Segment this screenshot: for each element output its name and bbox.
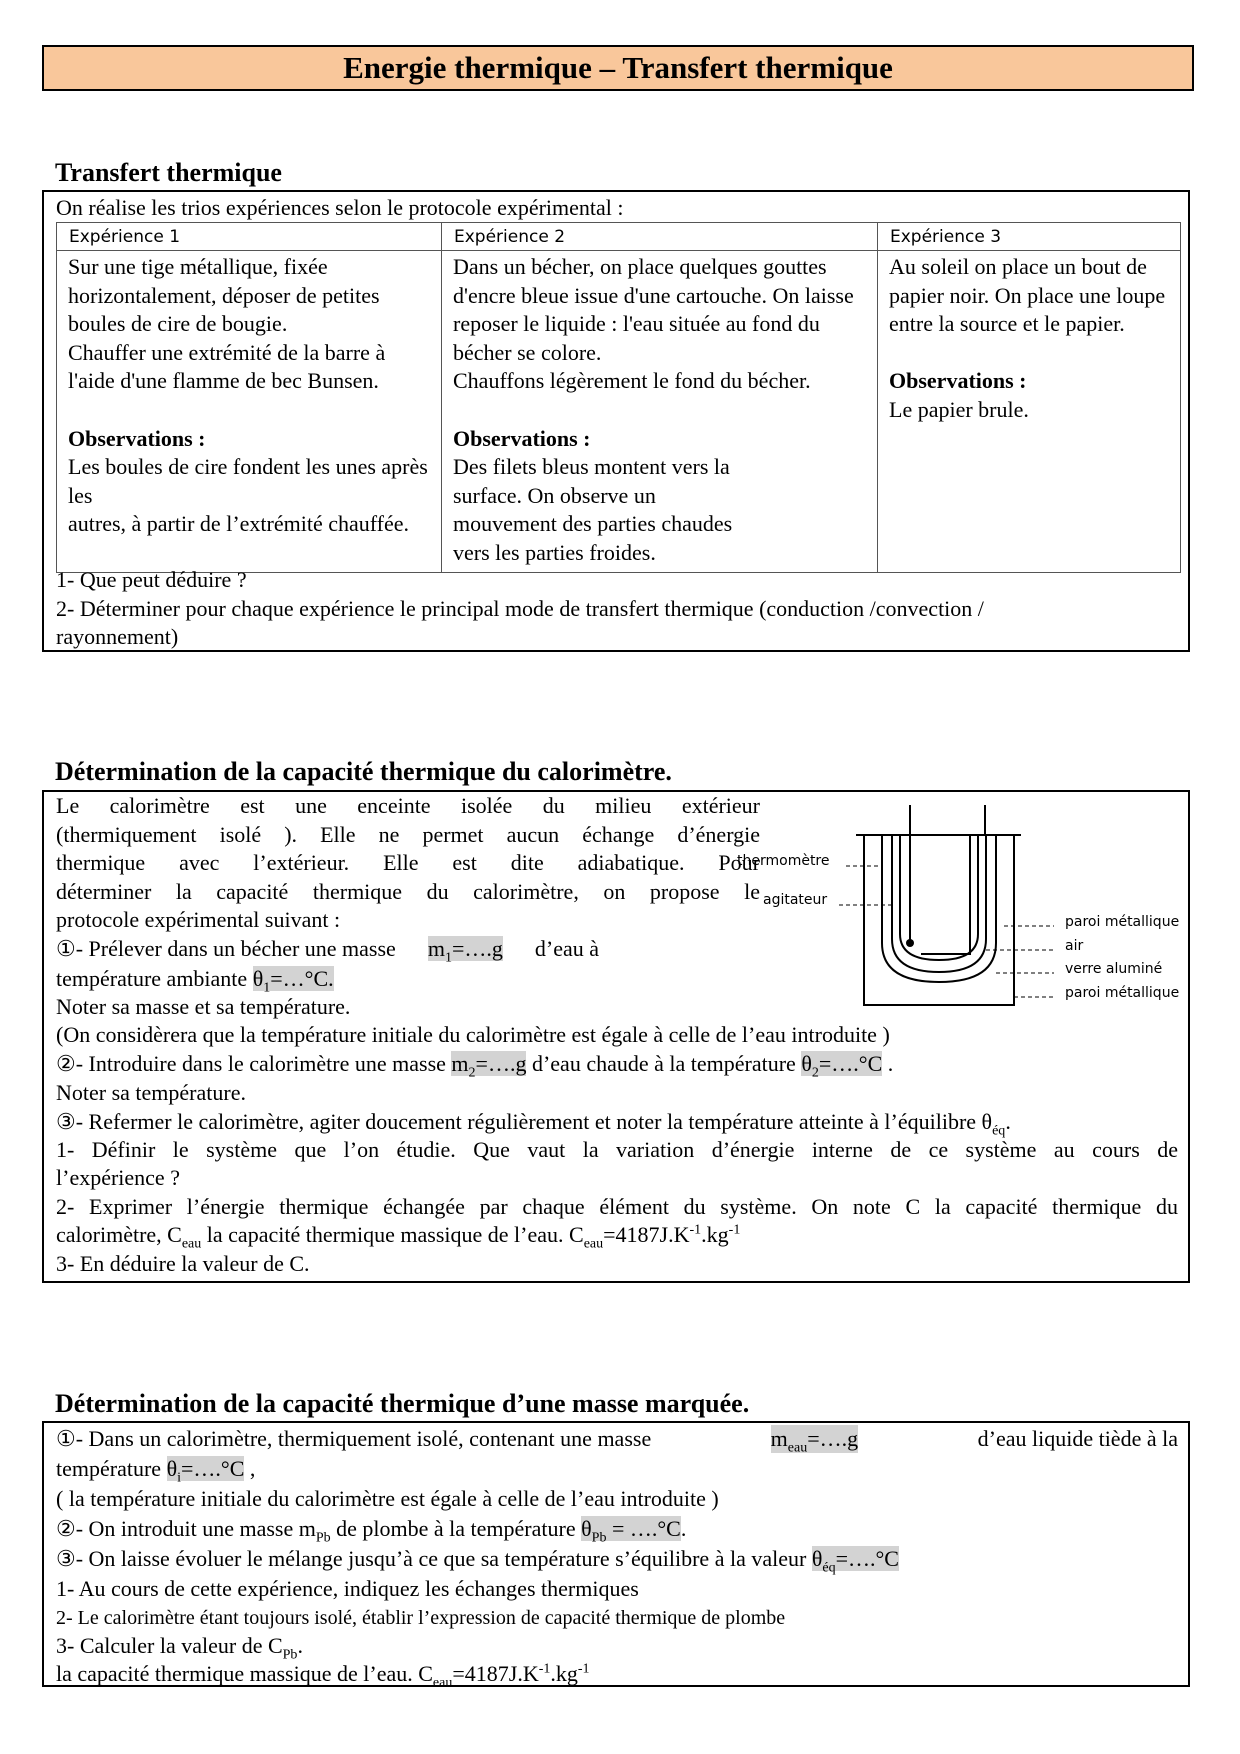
experiments-table [56, 222, 1181, 573]
experience-1-protocol: Sur une tige métallique, fixée horizontalement, déposer de petites boules de cire de bougie. Chauffer une extrémité de la barre à l'aide d'une flamme de bec Bunsen. [68, 254, 386, 394]
s3-question-3: 3- Calculer la valeur de $C_{Pb}$. [56, 1633, 303, 1663]
step-2: ②- Introduire dans le calorimètre une masse $m_2=\dots.g$ d’eau chaude à la température $\theta_2=\dots.^\circ C$ . [56, 1051, 894, 1081]
section-transfert-box [42, 190, 1190, 652]
section-heading-transfert: Transfert thermique [55, 158, 282, 187]
experience-3-header: Expérience 3 [878, 223, 1181, 251]
s3-step-3: ③- On laisse évoluer le mélange jusqu’à ce que sa température s’équilibre à la valeur $\theta_{éq}=\dots.^\circ C$ [56, 1546, 899, 1576]
s3-step-1: ①- Dans un calorimètre, thermiquement isolé, contenant une masse $m_{eau}=\dots.g$ d’eau liquide tiède à la [56, 1426, 1178, 1456]
question-1: 1- Que peut déduire ? [56, 567, 247, 592]
paragraph-line-2: (thermiquement isolé ). Elle ne permet aucun échange d’énergie [56, 822, 760, 847]
table-header-row [57, 223, 1181, 251]
question-1-line-1: 1- Définir le système que l’on étudie. Que vaut la variation d’énergie interne de ce système au cours de [56, 1137, 1178, 1162]
experience-2-protocol: Dans un bécher, on place quelques gouttes d'encre bleue issue d'une cartouche. On laisse reposer le liquide : l'eau située au fond du bécher se colore. Chauffons légèrement le fond du bécher. [453, 254, 854, 394]
thetaeq-value: $\theta_{éq}=\dots.^\circ C$ [811, 1546, 899, 1576]
experience-2-observation: Des filets bleus montent vers la surface. On observe un mouvement des parties chaudes vers les parties froides. [453, 454, 733, 565]
step-1-temperature: température ambiante $\theta_1=\dots^\circ C$. [56, 966, 334, 996]
label-thermometre: thermomètre [737, 853, 830, 869]
paragraph-line-5: protocole expérimental suivant : [56, 907, 341, 932]
experience-3-observations-label: Observations : [889, 368, 1027, 394]
experience-2-observations-label: Observations : [453, 425, 591, 451]
meau-value: $m_{eau}=\dots.g$ [770, 1426, 859, 1456]
label-verre-alumine: verre aluminé [1065, 961, 1163, 977]
question-2-line-1: 2- Exprimer l’énergie thermique échangée par chaque élément du système. On note C la capacité thermique du [56, 1194, 1178, 1219]
section-calorimetre-box [42, 790, 1190, 1283]
experience-2-cell [442, 251, 878, 573]
question-1-line-2: l’expérience ? [56, 1165, 180, 1190]
experience-1-header: Expérience 1 [57, 223, 442, 251]
theta1-value: $\theta_1=\dots^\circ C$. [252, 966, 334, 996]
experience-2-header: Expérience 2 [442, 223, 878, 251]
step-2-note: Noter sa température. [56, 1080, 246, 1105]
intro-text: On réalise les trios expériences selon le protocole expérimental : [56, 195, 624, 220]
step-1: ①- Prélever dans un bécher une masse $m_1=\dots.g$ d’eau à [56, 936, 599, 966]
experience-1-observations-label: Observations : [68, 425, 206, 451]
outer-container [864, 835, 1014, 1005]
s3-question-1: 1- Au cours de cette expérience, indiquez les échanges thermiques [56, 1576, 639, 1601]
s3-initial-temperature-note: ( la température initiale du calorimètre est égale à celle de l’eau introduite ) [56, 1486, 719, 1511]
experience-3-observation: Le papier brule. [889, 396, 1029, 422]
label-paroi-metallique-2: paroi métallique [1065, 985, 1180, 1001]
label-agitateur: agitateur [763, 892, 828, 908]
question-2: 2- Déterminer pour chaque expérience le principal mode de transfert thermique (conduction /convection / [56, 596, 984, 621]
section-masse-marquee-box [42, 1421, 1190, 1691]
table-body-row [57, 251, 1181, 573]
paragraph-line-1: Le calorimètre est une enceinte isolée du milieu extérieur [56, 793, 760, 818]
question-3: 3- En déduire la valeur de C. [56, 1251, 310, 1276]
experience-1-cell [57, 251, 442, 573]
s3-question-2: 2- Le calorimètre étant toujours isolé, établir l’expression de capacité thermique de plombe [56, 1607, 786, 1629]
s3-water-capacity: la capacité thermique massique de l’eau. $C_{eau}=4187J.K^{-1}.kg^{-1}$ [56, 1661, 590, 1691]
calorimeter-diagram [44, 792, 1188, 1092]
thetai-value: $\theta_i=\dots.^\circ C$ [166, 1456, 245, 1486]
section-heading-calorimetre: Détermination de la capacité thermique du calorimètre. [55, 757, 672, 786]
label-paroi-metallique-1: paroi métallique [1065, 914, 1180, 930]
s3-step-2: ②- On introduit une masse $m_{Pb}$ de plombe à la température $\theta_{Pb}$ = ….°C. [56, 1516, 687, 1546]
initial-temperature-note: (On considèrera que la température initiale du calorimètre est égale à celle de l’eau introduite ) [56, 1022, 890, 1047]
experience-1-observation: Les boules de cire fondent les unes après les autres, à partir de l’extrémité chauffée. [68, 454, 428, 537]
paragraph-line-4: déterminer la capacité thermique du calorimètre, on propose le [56, 879, 760, 904]
step-1-note: Noter sa masse et sa température. [56, 994, 351, 1019]
experience-3-protocol: Au soleil on place un bout de papier noir. On place une loupe entre la source et le papier. [889, 254, 1166, 337]
page-title: Energie thermique – Transfert thermique [42, 45, 1194, 91]
question-2-line-2: calorimètre, $C_{eau}$ la capacité thermique massique de l’eau. $C_{eau}=4187J.K^{-1}.kg^{-1}$ [56, 1222, 741, 1252]
question-2-continued: rayonnement) [56, 624, 179, 649]
m1-value: $m_1=\dots.g$ [427, 936, 503, 966]
label-air: air [1065, 938, 1084, 954]
paragraph-line-3: thermique avec l’extérieur. Elle est dite adiabatique. Pour [56, 850, 760, 875]
m2-value: $m_2=\dots.g$ [451, 1051, 527, 1081]
s3-step-1-temperature: température $\theta_i=\dots.^\circ C$ , [56, 1456, 256, 1486]
stirrer-rod [921, 805, 985, 954]
section-heading-masse-marquee: Détermination de la capacité thermique d’une masse marquée. [55, 1389, 750, 1418]
theta2-value: $\theta_2=\dots.^\circ C$ [801, 1051, 883, 1081]
step-3: ③- Refermer le calorimètre, agiter doucement régulièrement et noter la température atteinte à l’équilibre $\theta_{éq}$. [56, 1109, 1011, 1139]
experience-3-cell [878, 251, 1181, 573]
thermometer-bulb [906, 939, 914, 947]
thetapb-value: $\theta_{Pb}$ = ….°C [581, 1516, 681, 1546]
